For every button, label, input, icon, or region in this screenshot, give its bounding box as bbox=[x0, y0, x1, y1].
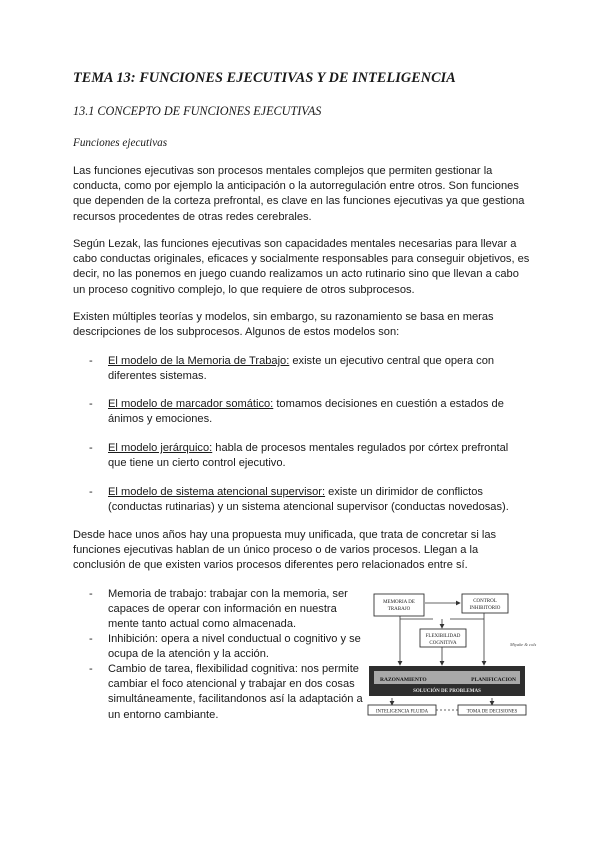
diagram-box-memoria bbox=[374, 594, 424, 616]
diagram-box-flexibilidad bbox=[420, 629, 466, 647]
diagram-label-flex-1: FLEXIBILIDAD bbox=[425, 634, 461, 639]
section-heading: 13.1 CONCEPTO DE FUNCIONES EJECUTIVAS bbox=[73, 104, 322, 118]
list-dash: - bbox=[89, 486, 93, 498]
list-item-text bbox=[108, 485, 528, 515]
list-dash: - bbox=[89, 442, 93, 454]
model-description: existe un dirimidor de conflictos (conductas rutinarias) y un sistema atencional supervisor (conductas novedosas). bbox=[108, 486, 509, 514]
list-dash: - bbox=[89, 663, 93, 675]
paragraph-unified-proposal: Desde hace unos años hay una propuesta muy unificada, que trata de concretar si las funciones ejecutivas hablan de un único proceso o de varios procesos. Llegan a la conclusión de que existen varios procesos diferentes pero relacionados entre sí. bbox=[73, 529, 497, 572]
diagram-label-flex-2: COGNITIVA bbox=[429, 641, 457, 646]
model-name: El modelo de marcador somático: bbox=[108, 398, 274, 410]
subsection-heading: Funciones ejecutivas bbox=[73, 137, 168, 149]
diagram-box-memoria-frame bbox=[374, 594, 424, 616]
list-item-text: Inhibición: opera a nivel conductual o cognitivo y se ocupa de la atención y la acción. bbox=[108, 633, 361, 661]
model-name: El modelo de sistema atencional supervisor: bbox=[108, 486, 326, 498]
diagram-label-control-1: CONTROL bbox=[473, 599, 497, 604]
diagram-label-memoria-2: TRABAJO bbox=[387, 607, 411, 612]
executive-functions-diagram bbox=[366, 591, 537, 717]
model-name: El modelo de la Memoria de Trabajo: bbox=[108, 355, 290, 367]
diagram-label-memoria-1: MEMORIA DE bbox=[383, 600, 415, 605]
list-dash: - bbox=[89, 355, 93, 367]
model-name: El modelo jerárquico: bbox=[108, 442, 213, 454]
model-description: tomamos decisiones en cuestión a estados de ánimos y emociones. bbox=[108, 398, 504, 426]
diagram-label-inteligencia: INTELIGENCIA FLUIDA bbox=[375, 709, 429, 715]
diagram-box-control bbox=[462, 594, 508, 613]
model-description: existe un ejecutivo central que opera con diferentes sistemas. bbox=[108, 355, 495, 383]
list-item-text: Cambio de tarea, flexibilidad cognitiva: nos permite cambiar el foco atencional y trabajar en dos cosas simultáneamente, facilitandonos así la adaptación a un entorno cambiante. bbox=[108, 663, 363, 721]
model-description: habla de procesos mentales regulados por córtex prefrontal que tiene un cierto control ejecutivo. bbox=[108, 442, 509, 470]
list-item-text bbox=[108, 397, 528, 427]
list-item-text bbox=[108, 354, 528, 384]
diagram-box-solucion bbox=[369, 666, 525, 696]
list-item-text bbox=[108, 441, 528, 471]
diagram-label-toma: TOMA DE DECISIONES bbox=[466, 709, 518, 715]
page-title: TEMA 13: FUNCIONES EJECUTIVAS Y DE INTELIGENCIA bbox=[73, 70, 456, 86]
diagram-label-control-2: INHIBITORIO bbox=[469, 606, 501, 611]
diagram-label-planificacion: PLANIFICACION bbox=[471, 677, 516, 683]
paragraph-models-intro: Existen múltiples teorías y modelos, sin embargo, su razonamiento se basa en meras descripciones de los subprocesos. Algunos de estos modelos son: bbox=[73, 311, 494, 339]
list-dash: - bbox=[89, 633, 93, 645]
list-dash: - bbox=[89, 398, 93, 410]
list-dash: - bbox=[89, 588, 93, 600]
diagram-label-solucion: SOLUCIÓN DE PROBLEMAS bbox=[413, 689, 481, 694]
paragraph-definition: Las funciones ejecutivas son procesos mentales complejos que permiten gestionar la conducta, como por ejemplo la anticipación o la autorregulación entre otros. Son funciones que dependen de la corteza prefrontal, es clave en las funciones ejecutivas ya que gestiona recursos procedentes de otras redes cerebrales. bbox=[73, 165, 525, 223]
diagram-box-toma bbox=[458, 705, 526, 715]
diagram-side-note: Miyake & cols bbox=[510, 642, 537, 647]
diagram-box-inteligencia bbox=[368, 705, 436, 715]
paragraph-lezak: Según Lezak, las funciones ejecutivas son capacidades mentales necesarias para llevar a cabo conductas originales, eficaces y socialmente responsables para conseguir objetivos, es decir, no las ponemos en juego cuando realizamos un acto rutinario sino que llevan a cabo un proceso cognitivo complejo, lo que requiere de otros subprocesos. bbox=[73, 238, 530, 296]
diagram-label-razonamiento: RAZONAMIENTO bbox=[380, 677, 427, 683]
diagram-svg bbox=[366, 591, 537, 717]
list-item-text: Memoria de trabajo: trabajar con la memoria, ser capaces de operar con información en nuestra mente tanto actual como almacenada. bbox=[108, 588, 348, 631]
